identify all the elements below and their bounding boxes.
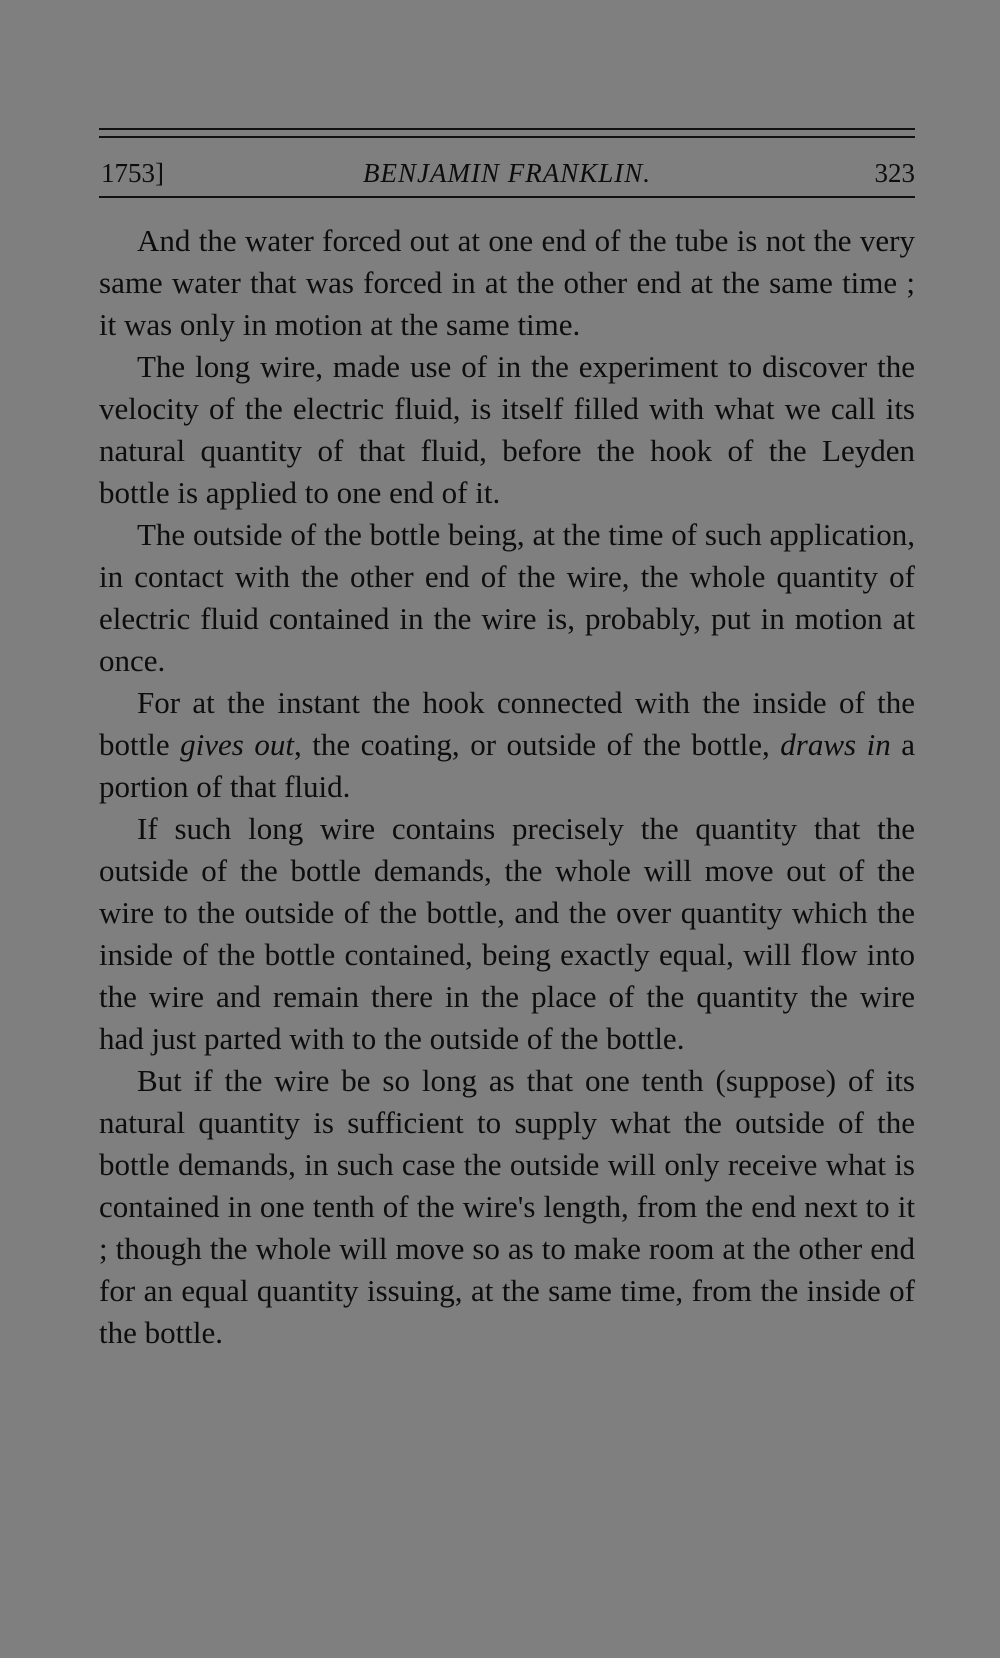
text-run: For at the instant the hook connected with the inside of the bottle	[99, 685, 915, 762]
paragraph	[99, 682, 915, 808]
book-page	[99, 128, 915, 1354]
paragraph	[99, 1060, 915, 1354]
text-run: a portion of that fluid.	[99, 727, 916, 804]
text-run: The outside of the bottle being, at the time of such application, in contact with the other end of the wire, the whole quantity of electric fluid contained in the wire is, probably, put in motion at once.	[99, 517, 915, 678]
paragraph	[99, 514, 915, 682]
paragraph	[99, 808, 915, 1060]
body-text	[99, 220, 915, 1354]
paragraph	[99, 220, 915, 346]
text-run: And the water forced out at one end of the tube is not the very same water that was forced in at the other end at the same time ; it was only in motion at the same time.	[99, 223, 915, 342]
italic-text-run: gives out	[180, 727, 294, 762]
page-number: 323	[874, 158, 915, 188]
italic-text-run: draws in	[780, 727, 891, 762]
text-run: , the coating, or outside of the bottle,	[293, 727, 781, 762]
header-year: 1753]	[101, 158, 164, 188]
running-head	[99, 138, 915, 196]
header-rule	[99, 196, 915, 198]
top-double-rule	[99, 128, 915, 138]
header-title: BENJAMIN FRANKLIN.	[363, 158, 651, 188]
text-run: But if the wire be so long as that one tenth (suppose) of its natural quantity is sufficient to supply what the outside of the bottle demands, in such case the outside will only receive what is contained in one tenth of the wire's length, from the end next to it ; though the whole will move so as to make room at the other end for an equal quantity issuing, at the same time, from the inside of the bottle.	[99, 1063, 915, 1350]
text-run: The long wire, made use of in the experiment to discover the velocity of the electric fluid, is itself filled with what we call its natural quantity of that fluid, before the hook of the Leyden bottle is applied to one end of it.	[99, 349, 915, 510]
paragraph	[99, 346, 915, 514]
text-run: If such long wire contains precisely the quantity that the outside of the bottle demands, the whole will move out of the wire to the outside of the bottle, and the over quantity which the inside of the bottle contained, being exactly equal, will flow into the wire and remain there in the place of the quantity the wire had just parted with to the outside of the bottle.	[99, 811, 915, 1056]
